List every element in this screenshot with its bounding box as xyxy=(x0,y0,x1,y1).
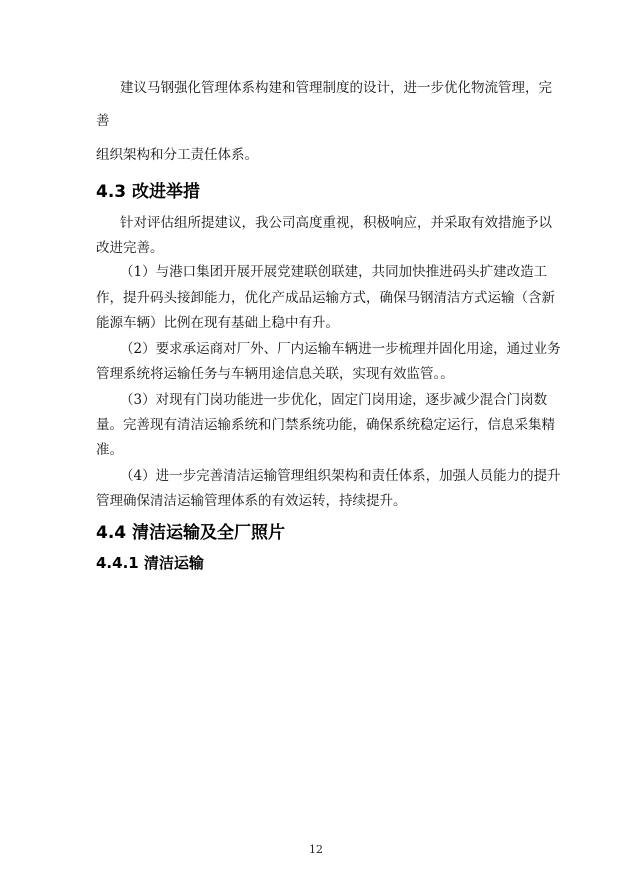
intro-line-1: 建议马钢强化管理体系构建和管理制度的设计，进一步优化物流管理，完 xyxy=(120,80,552,96)
heading-4-4-1: 4.4.1 清洁运输 xyxy=(96,554,204,572)
page-number: 12 xyxy=(309,843,323,856)
item-2-line-1: （2）要求承运商对厂外、厂内运输车辆进一步梳理并固化用途，通过业务 xyxy=(120,341,561,357)
item-1-line-1: （1）与港口集团开展开展党建联创联建，共同加快推进码头扩建改造工 xyxy=(120,264,548,280)
item-3-line-1: （3）对现有门岗功能进一步优化，固定门岗用途，逐步减少混合门岗数 xyxy=(120,392,548,408)
item-2-line-2: 管理系统将运输任务与车辆用途信息关联，实现有效监管。。 xyxy=(96,366,454,382)
item-4-line-1: （4）进一步完善清洁运输管理组织架构和责任体系，加强人员能力的提升 xyxy=(120,468,561,484)
heading-4-4: 4.4 清洁运输及全厂照片 xyxy=(96,523,286,543)
item-3-line-3: 准。 xyxy=(96,442,123,458)
response-line-1: 针对评估组所提建议，我公司高度重视，积极响应，并采取有效措施予以 xyxy=(120,215,552,231)
response-line-2: 改进完善。 xyxy=(96,240,164,256)
item-4-line-2: 管理确保清洁运输管理体系的有效运转，持续提升。 xyxy=(96,493,407,509)
heading-4-3: 4.3 改进举措 xyxy=(96,182,201,202)
intro-line-3: 组织架构和分工责任体系。 xyxy=(96,147,258,163)
item-1-line-3: 能源车辆）比例在现有基础上稳中有升。 xyxy=(96,315,339,331)
item-1-line-2: 作，提升码头接卸能力，优化产成品运输方式，确保马钢清洁方式运输（含新 xyxy=(96,290,555,306)
item-3-line-2: 量。完善现有清洁运输系统和门禁系统功能，确保系统稳定运行，信息采集精 xyxy=(96,417,555,433)
intro-line-2: 善 xyxy=(96,113,110,129)
